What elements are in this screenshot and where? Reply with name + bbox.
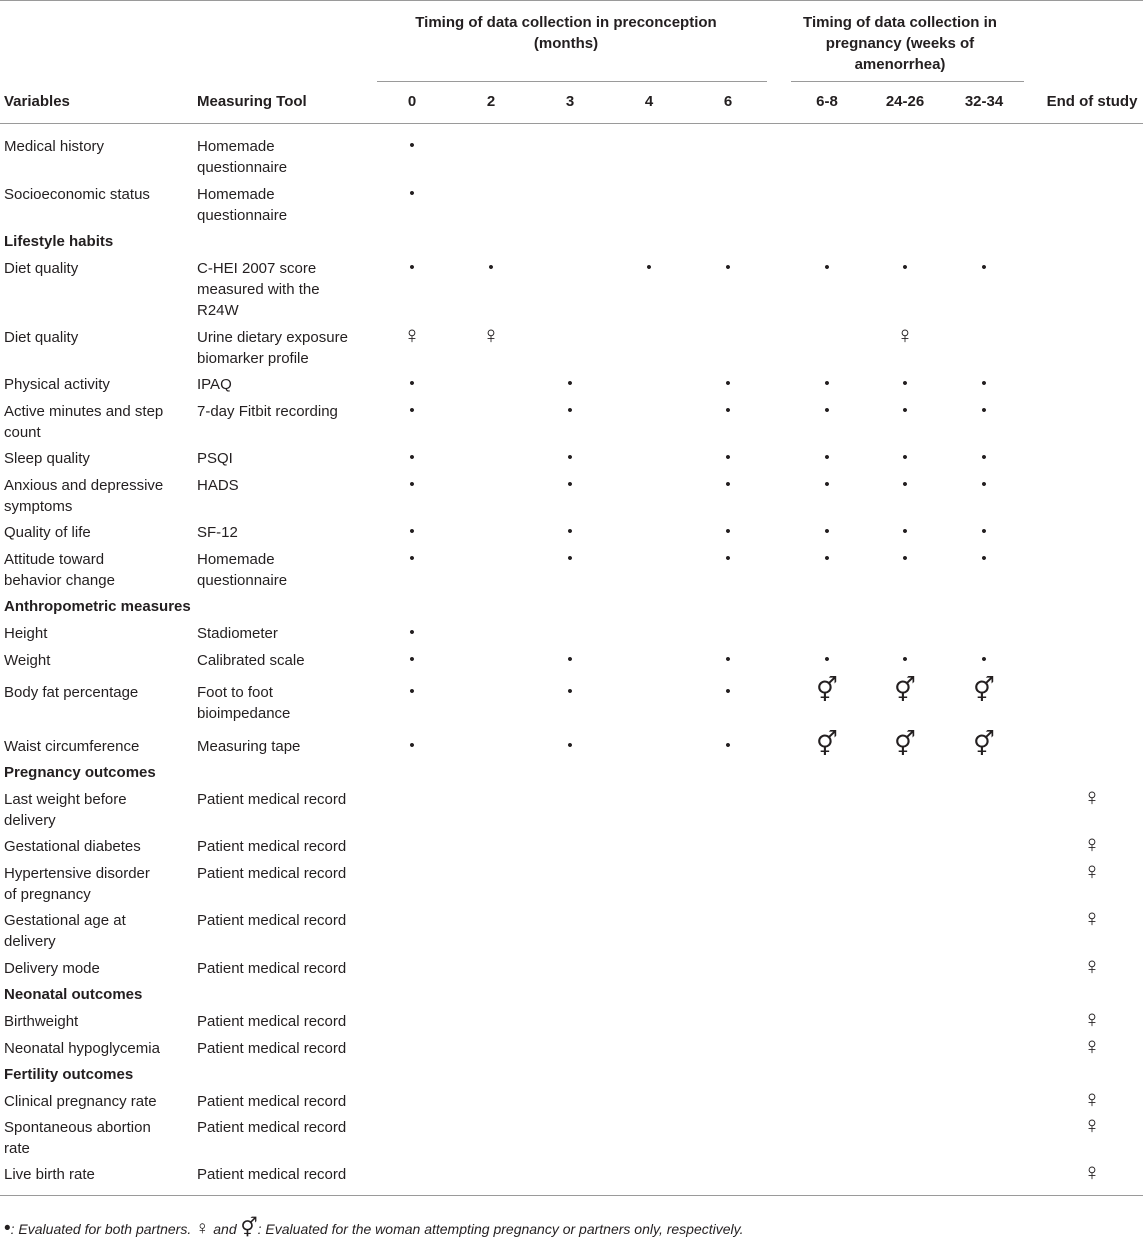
female-symbol-icon: ♀ (403, 322, 421, 349)
measuring-tool-cell: PSQI (197, 450, 233, 467)
both-partners-dot-icon: • (409, 476, 415, 493)
column-header-time: 2 (486, 93, 496, 110)
measuring-tool-cell: IPAQ (197, 376, 232, 393)
both-partners-dot-icon: • (824, 449, 830, 466)
both-partners-dot-icon: • (725, 476, 731, 493)
measuring-tool-cell: Patient medical record (197, 865, 347, 882)
both-partners-dot-icon: • (567, 523, 573, 540)
both-partners-dot-icon: • (725, 683, 731, 700)
both-partners-dot-icon: • (824, 402, 830, 419)
column-header-time: 0 (407, 93, 417, 110)
both-partners-dot-icon: • (409, 185, 415, 202)
both-partners-dot-icon: • (725, 651, 731, 668)
variable-cell: Last weight before delivery (4, 791, 127, 829)
measuring-tool-cell: Patient medical record (197, 791, 347, 808)
both-partners-dot-icon: • (409, 624, 415, 641)
both-partners-dot-icon: • (824, 476, 830, 493)
both-partners-dot-icon: • (981, 375, 987, 392)
column-header-time: 6-8 (816, 93, 838, 110)
both-partners-dot-icon: • (824, 523, 830, 540)
both-partners-dot-icon: • (725, 402, 731, 419)
both-partners-dot-icon: • (409, 683, 415, 700)
both-partners-dot-icon: • (646, 259, 652, 276)
both-partners-dot-icon: • (567, 651, 573, 668)
variable-cell: Anxious and depressive symptoms (4, 477, 164, 515)
both-partners-dot-icon: • (409, 523, 415, 540)
partners-symbol-icon: ⚥ (816, 677, 838, 704)
both-partners-dot-icon: • (725, 375, 731, 392)
both-partners-dot-icon: • (409, 402, 415, 419)
measuring-tool-cell: Patient medical record (197, 838, 347, 855)
female-symbol-icon: ♀ (1083, 1112, 1101, 1139)
both-partners-dot-icon: • (981, 476, 987, 493)
both-partners-dot-icon: • (902, 523, 908, 540)
measuring-tool-cell: Patient medical record (197, 912, 347, 929)
both-partners-dot-icon: • (567, 683, 573, 700)
both-partners-dot-icon: • (981, 259, 987, 276)
female-symbol-icon: ♀ (1083, 1006, 1101, 1033)
female-symbol-icon: ♀ (195, 1218, 210, 1239)
variable-cell: Birthweight (4, 1013, 79, 1030)
footnote (4, 1217, 744, 1240)
female-symbol-icon: ♀ (1083, 1086, 1101, 1113)
both-partners-dot-icon: • (725, 449, 731, 466)
measuring-tool-cell: Patient medical record (197, 1119, 347, 1136)
partners-symbol-icon: ⚥ (894, 731, 916, 758)
variable-cell: Medical history (4, 138, 105, 155)
measuring-tool-cell: 7-day Fitbit recording (197, 403, 338, 420)
variable-cell: Quality of life (4, 524, 91, 541)
section-header-fertility: Fertility outcomes (4, 1066, 134, 1083)
group-header-pregnancy: Timing of data collection in pregnancy (weeks of amenorrhea) (803, 14, 997, 73)
bottom-rule (0, 1195, 1143, 1196)
both-partners-dot-icon: • (981, 550, 987, 567)
both-partners-dot-icon: • (725, 259, 731, 276)
measuring-tool-cell: Patient medical record (197, 960, 347, 977)
measuring-tool-cell: Patient medical record (197, 1040, 347, 1057)
section-header-lifestyle: Lifestyle habits (4, 233, 114, 250)
both-partners-dot-icon: • (409, 259, 415, 276)
measuring-tool-cell: SF-12 (197, 524, 238, 541)
both-partners-dot-icon: • (824, 651, 830, 668)
measuring-tool-cell: Homemade questionnaire (197, 138, 288, 176)
group-rule-pregnancy (791, 81, 1024, 82)
both-partners-dot-icon: • (902, 651, 908, 668)
variable-cell: Hypertensive disorder of pregnancy (4, 865, 150, 903)
both-partners-dot-icon: • (725, 737, 731, 754)
both-partners-dot-icon: • (902, 375, 908, 392)
column-header-time: End of study (1046, 93, 1138, 110)
both-partners-dot-icon: • (567, 737, 573, 754)
section-header-pregnancy: Pregnancy outcomes (4, 764, 156, 781)
variable-cell: Attitude toward behavior change (4, 551, 115, 589)
variable-cell: Clinical pregnancy rate (4, 1093, 157, 1110)
measuring-tool-cell: Patient medical record (197, 1013, 347, 1030)
both-partners-dot-icon: • (409, 375, 415, 392)
variable-cell: Height (4, 625, 48, 642)
measuring-tool-cell: Measuring tape (197, 738, 301, 755)
footnote-dot-text: : Evaluated for both partners. (10, 1221, 192, 1237)
header-rule (0, 123, 1143, 124)
variable-cell: Neonatal hypoglycemia (4, 1040, 160, 1057)
both-partners-dot-icon: • (409, 137, 415, 154)
section-header-neonatal: Neonatal outcomes (4, 986, 143, 1003)
variable-cell: Delivery mode (4, 960, 100, 977)
column-header-time: 4 (644, 93, 654, 110)
variable-cell: Live birth rate (4, 1166, 95, 1183)
both-partners-dot-icon: • (902, 476, 908, 493)
variable-cell: Gestational age at delivery (4, 912, 126, 950)
variable-cell: Weight (4, 652, 51, 669)
female-symbol-icon: ♀ (1083, 831, 1101, 858)
column-header-tool: Measuring Tool (197, 93, 307, 110)
both-partners-dot-icon: • (981, 651, 987, 668)
partners-symbol-icon: ⚥ (240, 1218, 258, 1239)
female-symbol-icon: ♀ (1083, 784, 1101, 811)
measuring-tool-cell: Homemade questionnaire (197, 551, 288, 589)
footnote-rest-text: : Evaluated for the woman attempting pregnancy or partners only, respectively. (257, 1221, 744, 1237)
both-partners-dot-icon: • (902, 550, 908, 567)
both-partners-dot-icon: • (567, 449, 573, 466)
both-partners-dot-icon: • (725, 550, 731, 567)
dot-symbol: • (4, 1218, 11, 1239)
female-symbol-icon: ♀ (482, 322, 500, 349)
both-partners-dot-icon: • (567, 550, 573, 567)
measuring-tool-cell: HADS (197, 477, 239, 494)
variable-cell: Socioeconomic status (4, 186, 150, 203)
partners-symbol-icon: ⚥ (973, 731, 995, 758)
measuring-tool-cell: Foot to foot bioimpedance (197, 684, 291, 722)
both-partners-dot-icon: • (981, 523, 987, 540)
variable-cell: Sleep quality (4, 450, 90, 467)
measuring-tool-cell: C-HEI 2007 score measured with the R24W (197, 260, 320, 319)
measuring-tool-cell: Stadiometer (197, 625, 278, 642)
both-partners-dot-icon: • (567, 476, 573, 493)
female-symbol-icon: ♀ (1083, 1159, 1101, 1186)
both-partners-dot-icon: • (409, 550, 415, 567)
both-partners-dot-icon: • (567, 402, 573, 419)
column-header-time: 32-34 (964, 93, 1004, 110)
measuring-tool-cell: Calibrated scale (197, 652, 305, 669)
both-partners-dot-icon: • (981, 449, 987, 466)
female-symbol-icon: ♀ (1083, 858, 1101, 885)
section-header-anthropometric: Anthropometric measures (4, 598, 191, 615)
top-rule (0, 0, 1143, 1)
both-partners-dot-icon: • (981, 402, 987, 419)
both-partners-dot-icon: • (902, 449, 908, 466)
female-symbol-icon: ♀ (1083, 905, 1101, 932)
both-partners-dot-icon: • (824, 375, 830, 392)
measuring-tool-cell: Patient medical record (197, 1166, 347, 1183)
partners-symbol-icon: ⚥ (816, 731, 838, 758)
both-partners-dot-icon: • (409, 449, 415, 466)
partners-symbol-icon: ⚥ (973, 677, 995, 704)
measuring-tool-cell: Homemade questionnaire (197, 186, 288, 224)
group-header-preconception: Timing of data collection in preconception (months) (415, 14, 717, 52)
footnote-and-text: and (213, 1221, 237, 1237)
variable-cell: Diet quality (4, 260, 79, 277)
variable-cell: Active minutes and step count (4, 403, 164, 441)
female-symbol-icon: ♀ (1083, 1033, 1101, 1060)
both-partners-dot-icon: • (824, 550, 830, 567)
variable-cell: Spontaneous abortion rate (4, 1119, 151, 1157)
variable-cell: Gestational diabetes (4, 838, 141, 855)
variable-cell: Diet quality (4, 329, 79, 346)
both-partners-dot-icon: • (567, 375, 573, 392)
column-header-time: 24-26 (885, 93, 925, 110)
female-symbol-icon: ♀ (896, 322, 914, 349)
variable-cell: Physical activity (4, 376, 110, 393)
variable-cell: Body fat percentage (4, 684, 139, 701)
both-partners-dot-icon: • (409, 651, 415, 668)
column-header-time: 3 (565, 93, 575, 110)
group-rule-preconception (377, 81, 767, 82)
female-symbol-icon: ♀ (1083, 953, 1101, 980)
both-partners-dot-icon: • (725, 523, 731, 540)
both-partners-dot-icon: • (902, 259, 908, 276)
both-partners-dot-icon: • (902, 402, 908, 419)
both-partners-dot-icon: • (824, 259, 830, 276)
partners-symbol-icon: ⚥ (894, 677, 916, 704)
measuring-tool-cell: Urine dietary exposure biomarker profile (197, 329, 348, 367)
variable-cell: Waist circumference (4, 738, 140, 755)
column-header-variables: Variables (4, 93, 70, 110)
measuring-tool-cell: Patient medical record (197, 1093, 347, 1110)
column-header-time: 6 (723, 93, 733, 110)
both-partners-dot-icon: • (409, 737, 415, 754)
both-partners-dot-icon: • (488, 259, 494, 276)
